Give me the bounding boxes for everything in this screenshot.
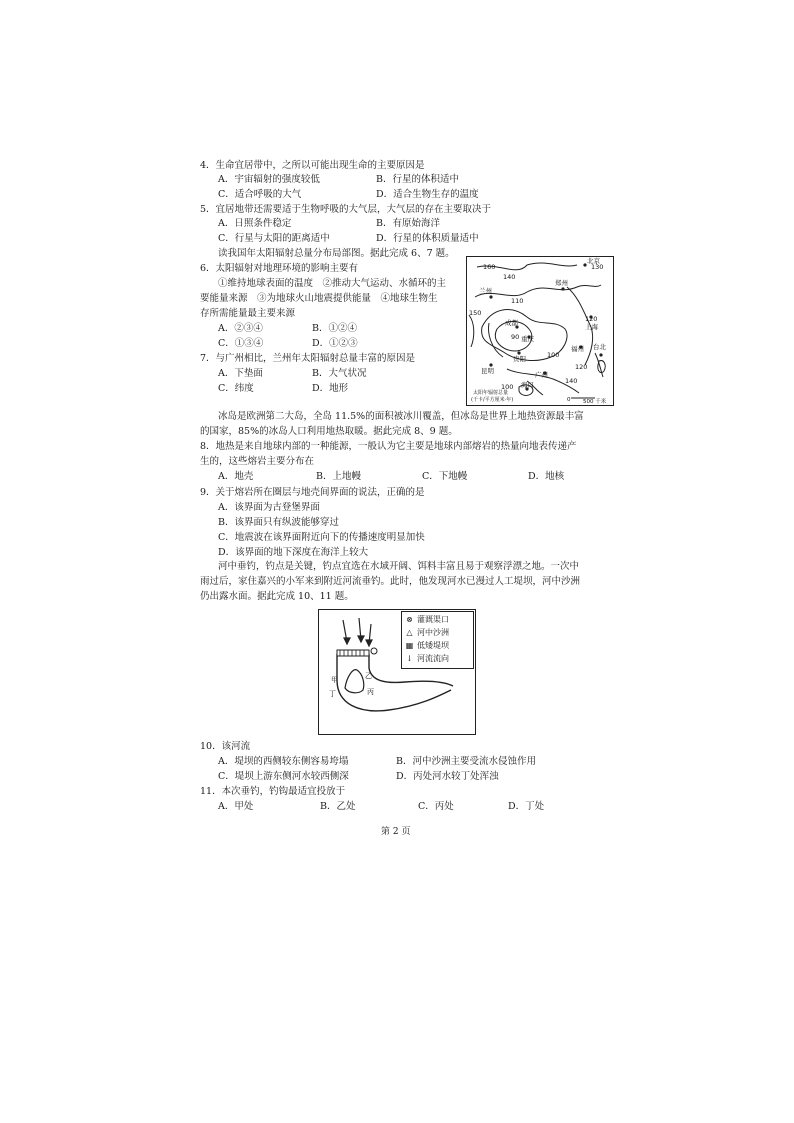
q11-option-a: A．甲处 (218, 801, 254, 812)
city-label: 上海 (585, 323, 598, 331)
q4-option-a: A．宇宙辐射的强度较低 (218, 174, 320, 185)
q7-stem: 7．与广州相比，兰州年太阳辐射总量丰富的原因是 (200, 353, 416, 364)
isoline-label: 100 (547, 351, 560, 359)
q7-option-c: C．纬度 (218, 383, 254, 394)
q9-option-b: B．该界面只有纵波能够穿过 (218, 517, 339, 528)
q5-option-c: C．行星与太阳的距离适中 (218, 233, 330, 244)
q4-stem: 4．生命宜居带中，之所以可能出现生命的主要原因是 (200, 160, 425, 171)
q10-option-b: B．河中沙洲主要受流水侵蚀作用 (396, 756, 536, 767)
intro-10-11-line-3: 仍出露水面。据此完成 10、11 题。 (200, 591, 354, 602)
legend-row-outlet (405, 614, 449, 625)
q7-option-b: B．大气状况 (312, 368, 367, 379)
isoline-label: 140 (565, 377, 578, 385)
q7-option-a: A．下垫面 (218, 368, 263, 379)
city-label: 福州 (571, 345, 584, 353)
isoline-label: 90 (511, 333, 520, 341)
q9-stem: 9．关于熔岩所在圈层与地壳间界面的说法，正确的是 (200, 487, 425, 498)
solar-radiation-map (466, 256, 614, 406)
q5-stem: 5．宜居地带还需要适于生物呼吸的大气层，大气层的存在主要取决于 (200, 204, 492, 215)
q5-option-b: B．有原始海洋 (376, 218, 440, 229)
city-label: 贵阳 (513, 355, 526, 363)
city-label: 重庆 (521, 335, 534, 343)
flow-arrow-icon: ↓ (406, 654, 413, 663)
legend-row-sandbar (405, 627, 449, 638)
sandbar-symbol (345, 670, 364, 693)
label-jia: 甲 (331, 676, 338, 684)
label-ding: 丁 (329, 690, 336, 698)
q7-option-d: D．地形 (312, 383, 349, 394)
q6-stem: 6．太阳辐射对地理环境的影响主要有 (200, 263, 359, 274)
legend-label-dam: 低矮堤坝 (417, 641, 449, 650)
intro-10-11-line-2: 雨过后，家住嘉兴的小军来到附近河流垂钓。此时，他发现河水已漫过人工堤坝，河中沙洲 (200, 576, 581, 587)
q9-option-c: C．地震波在该界面附近向下的传播速度明显加快 (218, 532, 425, 543)
legend-label-flow: 河流流向 (417, 654, 449, 663)
isoline-label: 160 (483, 263, 496, 271)
label-bing: 丙 (367, 688, 374, 696)
intro-8-9-line-1: 冰岛是欧洲第二大岛，全岛 11.5%的面积被冰川覆盖，但冰岛是世界上地热资源最丰富 (218, 411, 584, 422)
q8-stem-line-2: 生的，这些熔岩主要分布在 (200, 456, 315, 467)
intro-8-9-line-2: 的国家，85%的冰岛人口利用地热取暖。据此完成 8、9 题。 (200, 426, 458, 437)
q6-text-line-3: 存所需能量最主要来源 (200, 308, 296, 319)
isoline-label: 130 (591, 263, 604, 271)
map-caption-line-2: (千卡/平方厘米·年) (471, 397, 514, 403)
q9-option-d: D．该界面的地下深度在海洋上较大 (218, 547, 369, 558)
isoline-label: 120 (575, 363, 588, 371)
legend-label-outlet: 灌溉渠口 (417, 615, 449, 624)
q6-text-line-2: 要能量来源 ③为地球火山地震提供能量 ④地球生物生 (200, 293, 438, 304)
legend-label-sandbar: 河中沙洲 (417, 628, 449, 637)
q8-option-a: A．地壳 (218, 471, 254, 482)
map-caption-line-1: 太阳年辐射总量 (473, 390, 509, 396)
q4-option-c: C．适合呼吸的大气 (218, 189, 302, 200)
q6-option-c: C．①③④ (218, 338, 264, 349)
q5-option-d: D．行星的体积质量适中 (376, 233, 479, 244)
q8-option-b: B．上地幔 (316, 471, 361, 482)
solar-radiation-map-drawing (467, 257, 613, 405)
q4-option-b: B．行星的体积适中 (376, 174, 459, 185)
q6-option-a: A．②③④ (218, 323, 263, 334)
q8-stem-line-1: 8．地热是来自地球内部的一种能源，一般认为它主要是地球内部熔岩的热量向地表传递产 (200, 441, 577, 452)
sandbar-icon: △ (406, 628, 413, 637)
dam-icon: ▦ (405, 641, 414, 650)
city-label: 海口 (521, 381, 534, 389)
isoline-label: 120 (585, 315, 598, 323)
city-label: 北京 (587, 257, 600, 265)
q5-option-a: A．日照条件稳定 (218, 218, 292, 229)
q8-option-d: D．地核 (528, 471, 565, 482)
label-yi: 乙 (365, 672, 372, 680)
q8-option-c: C．下地幔 (422, 471, 468, 482)
irrigation-outlet-symbol (371, 648, 377, 654)
q10-stem: 10．该河流 (200, 741, 251, 752)
city-label: 昆明 (481, 367, 494, 375)
city-label: 兰州 (479, 287, 492, 295)
q11-option-c: C．丙处 (418, 801, 454, 812)
q9-option-a: A．该界面为古登堡界面 (218, 502, 320, 513)
page-number: 第 2 页 (381, 827, 411, 837)
q6-option-d: D．①②③ (312, 338, 358, 349)
q4-option-d: D．适合生物生存的温度 (376, 189, 479, 200)
q6-option-b: B．①②④ (312, 323, 357, 334)
intro-10-11-line-1: 河中垂钓，钓点是关键，钓点宜选在水域开阔、饵料丰富且易于观察浮漂之地。一次中 (218, 561, 580, 572)
city-label: 成都 (505, 319, 518, 327)
city-label: 台北 (593, 343, 606, 351)
q11-option-b: B．乙处 (320, 801, 356, 812)
city-label: 广州 (535, 371, 548, 379)
isoline-label: 110 (511, 297, 524, 305)
q11-stem: 11．本次垂钓，钓钩最适宜投放于 (200, 786, 346, 797)
intro-6-7: 读我国年太阳辐射总量分布局部图。据此完成 6、7 题。 (218, 248, 455, 259)
isoline-label: 140 (503, 273, 516, 281)
isoline-label: 100 (501, 383, 514, 391)
diagram-legend (401, 611, 474, 669)
legend-row-dam (405, 640, 449, 651)
q11-option-d: D．丁处 (508, 801, 545, 812)
irrigation-outlet-icon: ⊗ (406, 615, 413, 624)
isoline-label: 150 (469, 309, 482, 317)
scale-label: 500 千米 (583, 399, 607, 405)
q10-option-d: D．丙处河水较丁处浑浊 (396, 771, 499, 782)
scale-zero: 0 (567, 397, 571, 403)
q6-text-line-1: ①维持地球表面的温度 ②推动大气运动、水循环的主 (218, 278, 447, 289)
q10-option-c: C．堤坝上游东侧河水较西侧深 (218, 771, 349, 782)
legend-row-flow (405, 653, 449, 664)
city-label: 郑州 (555, 279, 568, 287)
q10-option-a: A．堤坝的西侧较东侧容易垮塌 (218, 756, 349, 767)
